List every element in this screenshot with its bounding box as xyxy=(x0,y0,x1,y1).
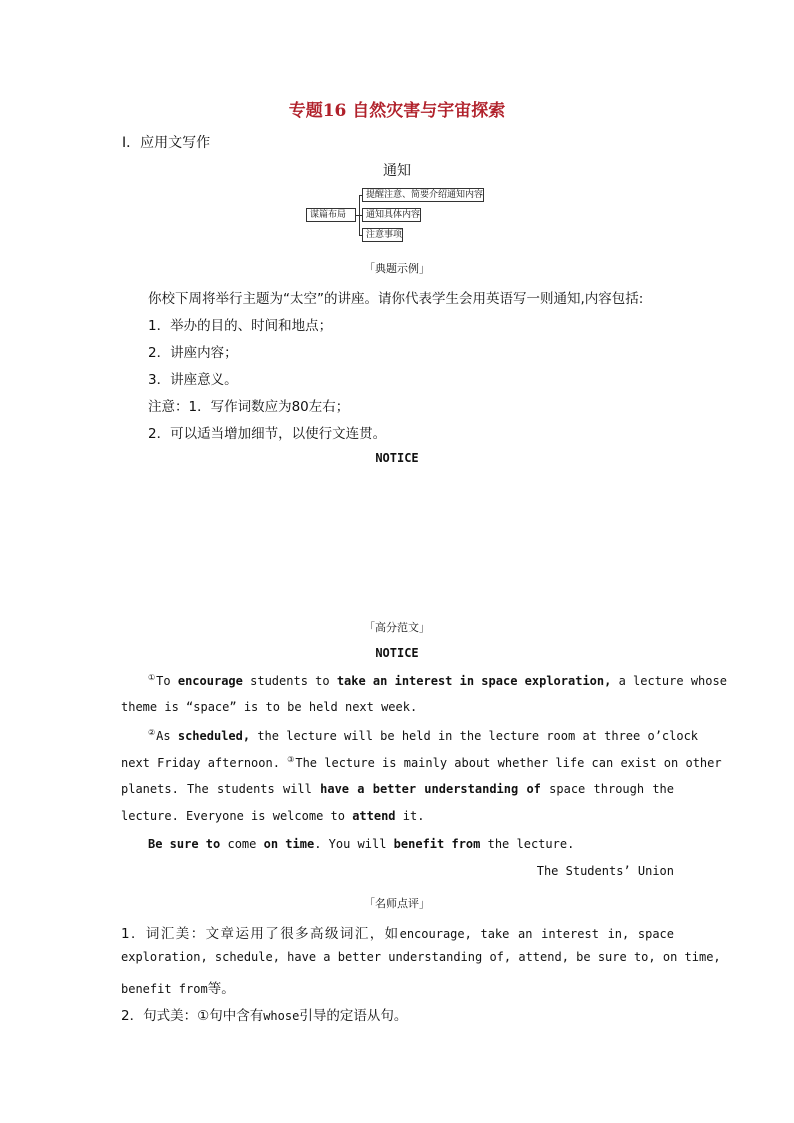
diagram-branch: 通知具体内容 xyxy=(362,208,421,222)
page-title: 专题16 自然灾害与宇宙探索 xyxy=(288,101,506,121)
essay-line: Be sure to come on time. You will benefit from the lecture. xyxy=(148,837,575,851)
essay-line: lecture. Everyone is welcome to attend it. xyxy=(121,809,425,823)
notice-heading: NOTICE xyxy=(375,451,419,465)
sentence-marker: ③ xyxy=(287,755,295,764)
essay-line: ①To encourage students to take an interest in space exploration, a lecture whose xyxy=(148,673,727,688)
signature: The Students’ Union xyxy=(536,864,674,878)
essay-line: next Friday afternoon. ③The lecture is mainly about whether life can exist on other xyxy=(121,755,722,770)
comment-line: benefit from等。 xyxy=(121,981,235,997)
diagram-root: 谋篇布局 xyxy=(306,208,356,222)
sentence-marker: ① xyxy=(148,673,156,682)
comment-line: exploration, schedule, have a better understanding of, attend, be sure to, on time, xyxy=(121,950,721,964)
comment-line: 1．词汇美：文章运用了很多高级词汇，如encourage, take an interest in, space xyxy=(121,926,675,942)
subheading: 通知 xyxy=(383,163,411,179)
example-tag: 「典题示例」 xyxy=(364,262,430,275)
task-note: 注意：1．写作词数应为80左右； xyxy=(148,399,350,415)
diagram-branch: 注意事项 xyxy=(362,228,403,242)
essay-line: planets. The students will have a better understanding of space through the xyxy=(121,782,674,796)
diagram-branch: 提醒注意、简要介绍通知内容 xyxy=(362,188,484,202)
comment-line: 2．句式美：①句中含有whose引导的定语从句。 xyxy=(121,1008,408,1024)
essay-line: theme is “space” is to be held next week. xyxy=(121,700,418,714)
task-point: 1．举办的目的、时间和地点； xyxy=(148,318,333,334)
model-heading: NOTICE xyxy=(375,646,419,660)
section-heading: Ⅰ．应用文写作 xyxy=(122,135,211,151)
sentence-marker: ② xyxy=(148,728,156,737)
comment-tag: 「名师点评」 xyxy=(364,897,430,910)
task-point: 3．讲座意义。 xyxy=(148,372,238,388)
task-point: 2．讲座内容； xyxy=(148,345,238,361)
model-tag: 「高分范文」 xyxy=(364,621,430,634)
essay-line: ②As scheduled, the lecture will be held in the lecture room at three o’clock xyxy=(148,728,699,743)
task-intro: 你校下周将举行主题为“太空”的讲座。请你代表学生会用英语写一则通知,内容包括: xyxy=(148,291,644,307)
task-note: 2．可以适当增加细节，以使行文连贯。 xyxy=(148,426,387,442)
